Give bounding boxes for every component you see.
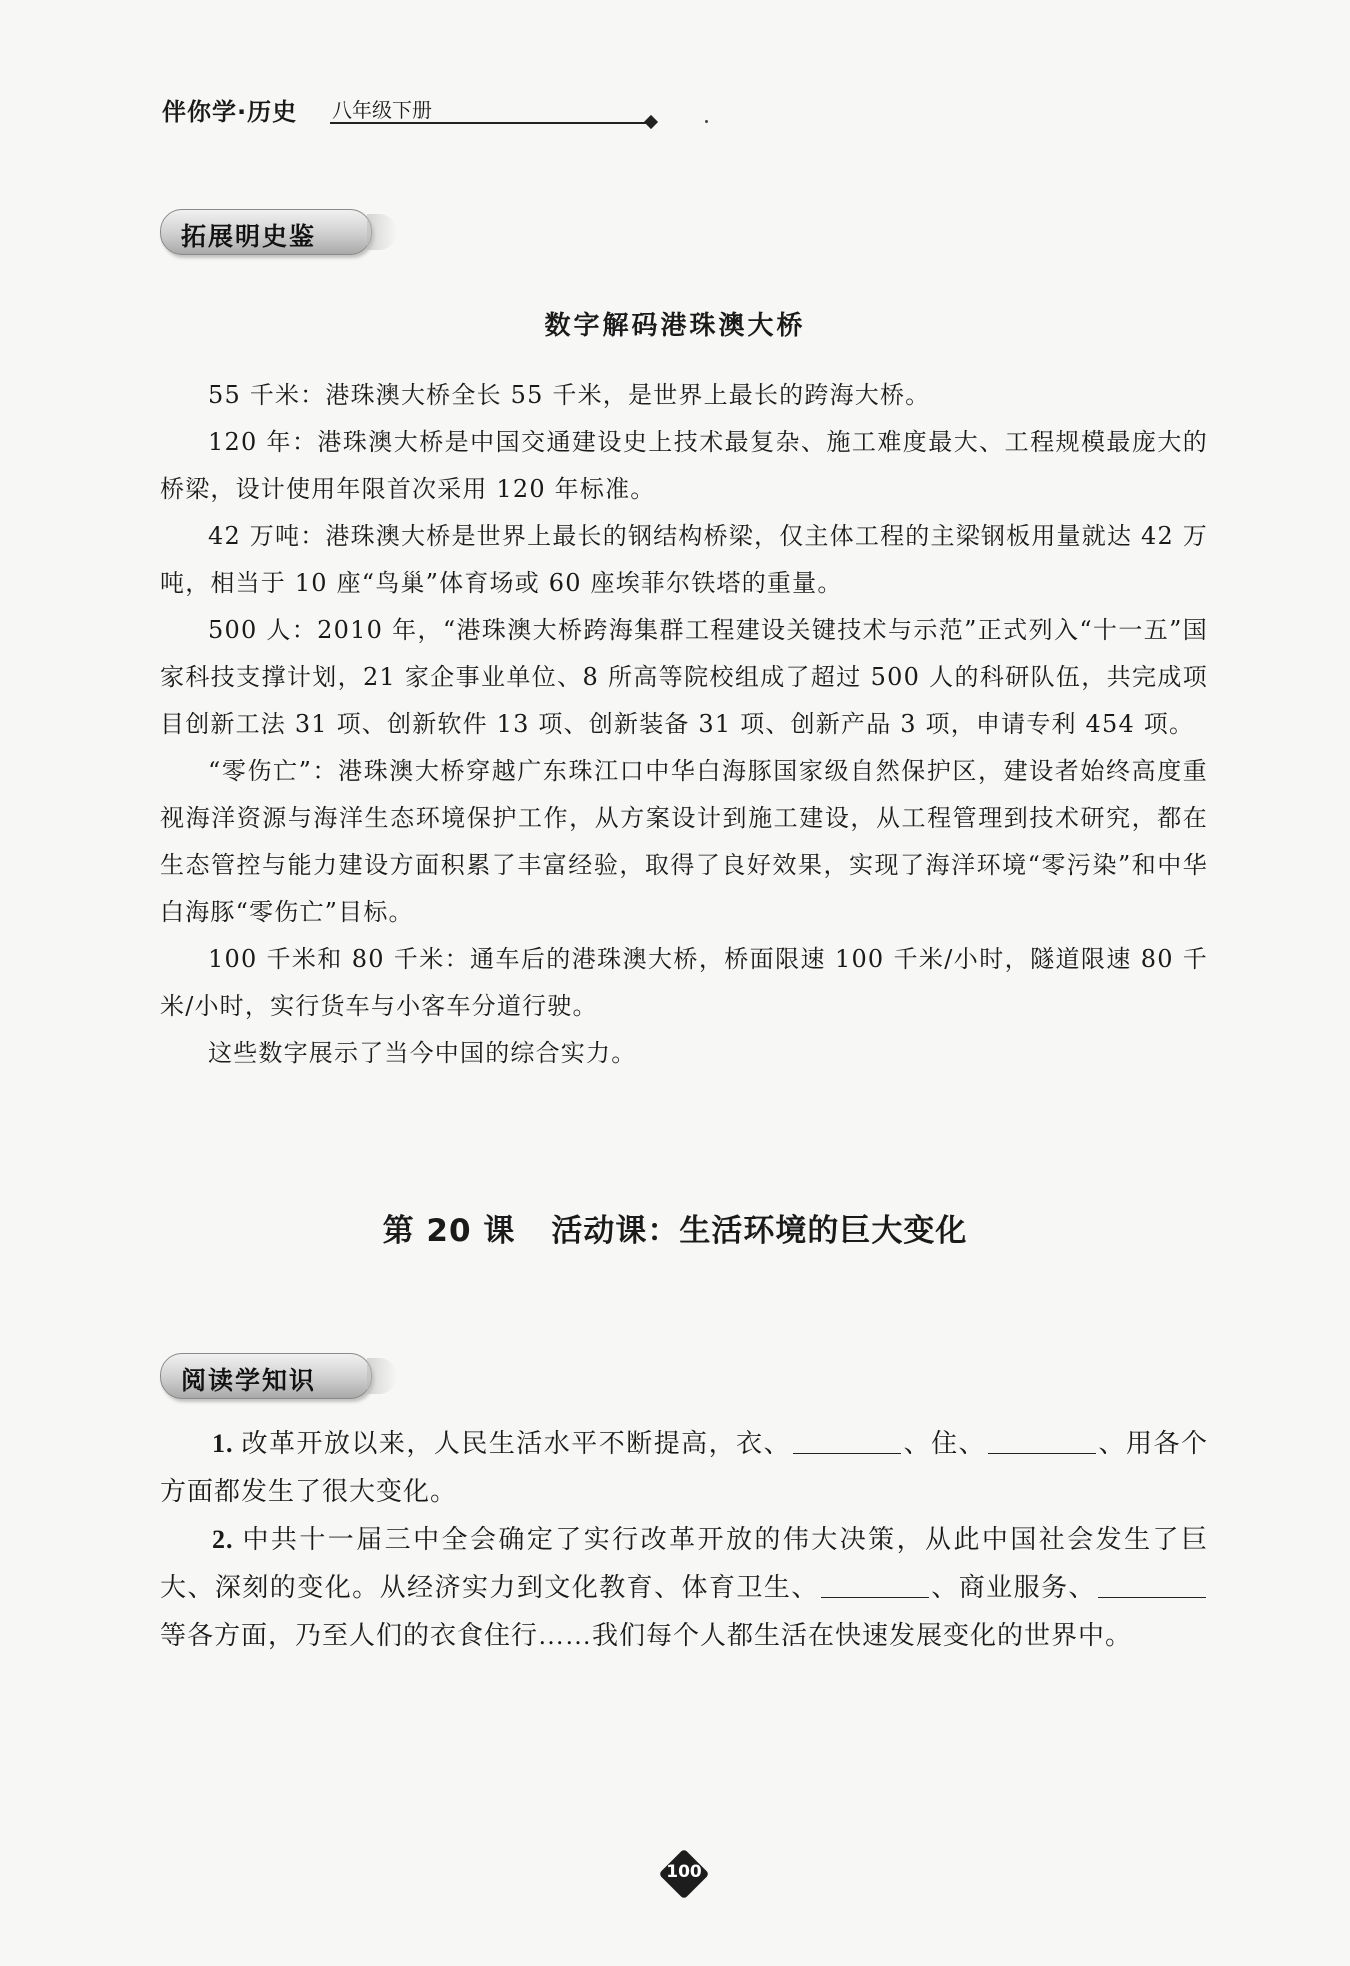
article-paragraph: 55 千米：港珠澳大桥全长 55 千米，是世界上最长的跨海大桥。 [208, 381, 931, 409]
lesson-number: 第 20 课 [382, 1213, 516, 1249]
question-text: 、商业服务、 [930, 1573, 1096, 1602]
lesson-heading [0, 1205, 1350, 1250]
page-number-badge [660, 1850, 708, 1898]
section-tab-extension [160, 209, 372, 255]
header-rule [330, 122, 648, 124]
header-diamond-ornament [644, 115, 658, 129]
fill-in-questions [160, 1420, 1208, 1660]
section-tab-reading [160, 1353, 372, 1399]
article-body [160, 372, 1208, 1077]
question-text: 、住、 [903, 1429, 987, 1458]
article-paragraph: 120 年：港珠澳大桥是中国交通建设史上技术最复杂、施工难度最大、工程规模最庞大的桥梁，设计使用年限首次采用 120 年标准。 [160, 428, 1208, 503]
question-2 [160, 1516, 1208, 1660]
answer-blank[interactable] [793, 1427, 901, 1454]
grade-label: 八年级下册 [332, 98, 432, 122]
question-number: 1. [212, 1429, 234, 1458]
question-number: 2. [212, 1525, 234, 1554]
section-tab-label: 阅读学知识 [181, 1366, 317, 1395]
page-header [160, 88, 500, 128]
article-paragraph: 500 人：2010 年，“港珠澳大桥跨海集群工程建设关键技术与示范”正式列入“十一五”国家科技支撑计划，21 家企事业单位、8 所高等院校组成了超过 500 人的科研队伍，共完成项目创新工法 31 项、创新软件 13 项、创新装备 31 项、创新产品 3 项，申请专利 454 项。 [160, 616, 1208, 738]
question-text: 改革开放以来，人民生活水平不断提高，衣、 [241, 1429, 792, 1458]
question-text: 中共十一届三中全会确定了实行改革开放的伟大决策，从此中国社会发生了巨大、深刻的变化。从经济实力到文化教育、体育卫生、 [160, 1525, 1208, 1602]
article-paragraph: 这些数字展示了当今中国的综合实力。 [208, 1039, 637, 1067]
answer-blank[interactable] [1098, 1571, 1206, 1598]
question-text: 、用各个方面都发生了很大变化。 [160, 1429, 1208, 1506]
page-number: 100 [666, 1862, 702, 1882]
article-paragraph: 42 万吨：港珠澳大桥是世界上最长的钢结构桥梁，仅主体工程的主梁钢板用量就达 42 万吨，相当于 10 座“鸟巢”体育场或 60 座埃菲尔铁塔的重量。 [160, 522, 1208, 597]
question-1 [160, 1420, 1208, 1516]
lesson-title: 活动课：生活环境的巨大变化 [551, 1213, 968, 1249]
article-paragraph: “零伤亡”：港珠澳大桥穿越广东珠江口中华白海豚国家级自然保护区，建设者始终高度重视海洋资源与海洋生态环境保护工作，从方案设计到施工建设，从工程管理到技术研究，都在生态管控与能力建设方面积累了丰富经验，取得了良好效果，实现了海洋环境“零污染”和中华白海豚“零伤亡”目标。 [160, 757, 1208, 926]
answer-blank[interactable] [821, 1571, 929, 1598]
section-tab-label: 拓展明史鉴 [181, 222, 317, 251]
header-dot-ornament [705, 120, 708, 123]
answer-blank[interactable] [988, 1427, 1096, 1454]
book-title: 伴你学·历史 [162, 98, 298, 126]
question-text: 等各方面，乃至人们的衣食住行……我们每个人都生活在快速发展变化的世界中。 [160, 1621, 1133, 1650]
article-paragraph: 100 千米和 80 千米：通车后的港珠澳大桥，桥面限速 100 千米/小时，隧道限速 80 千米/小时，实行货车与小客车分道行驶。 [160, 945, 1208, 1020]
article-title: 数字解码港珠澳大桥 [544, 311, 806, 341]
